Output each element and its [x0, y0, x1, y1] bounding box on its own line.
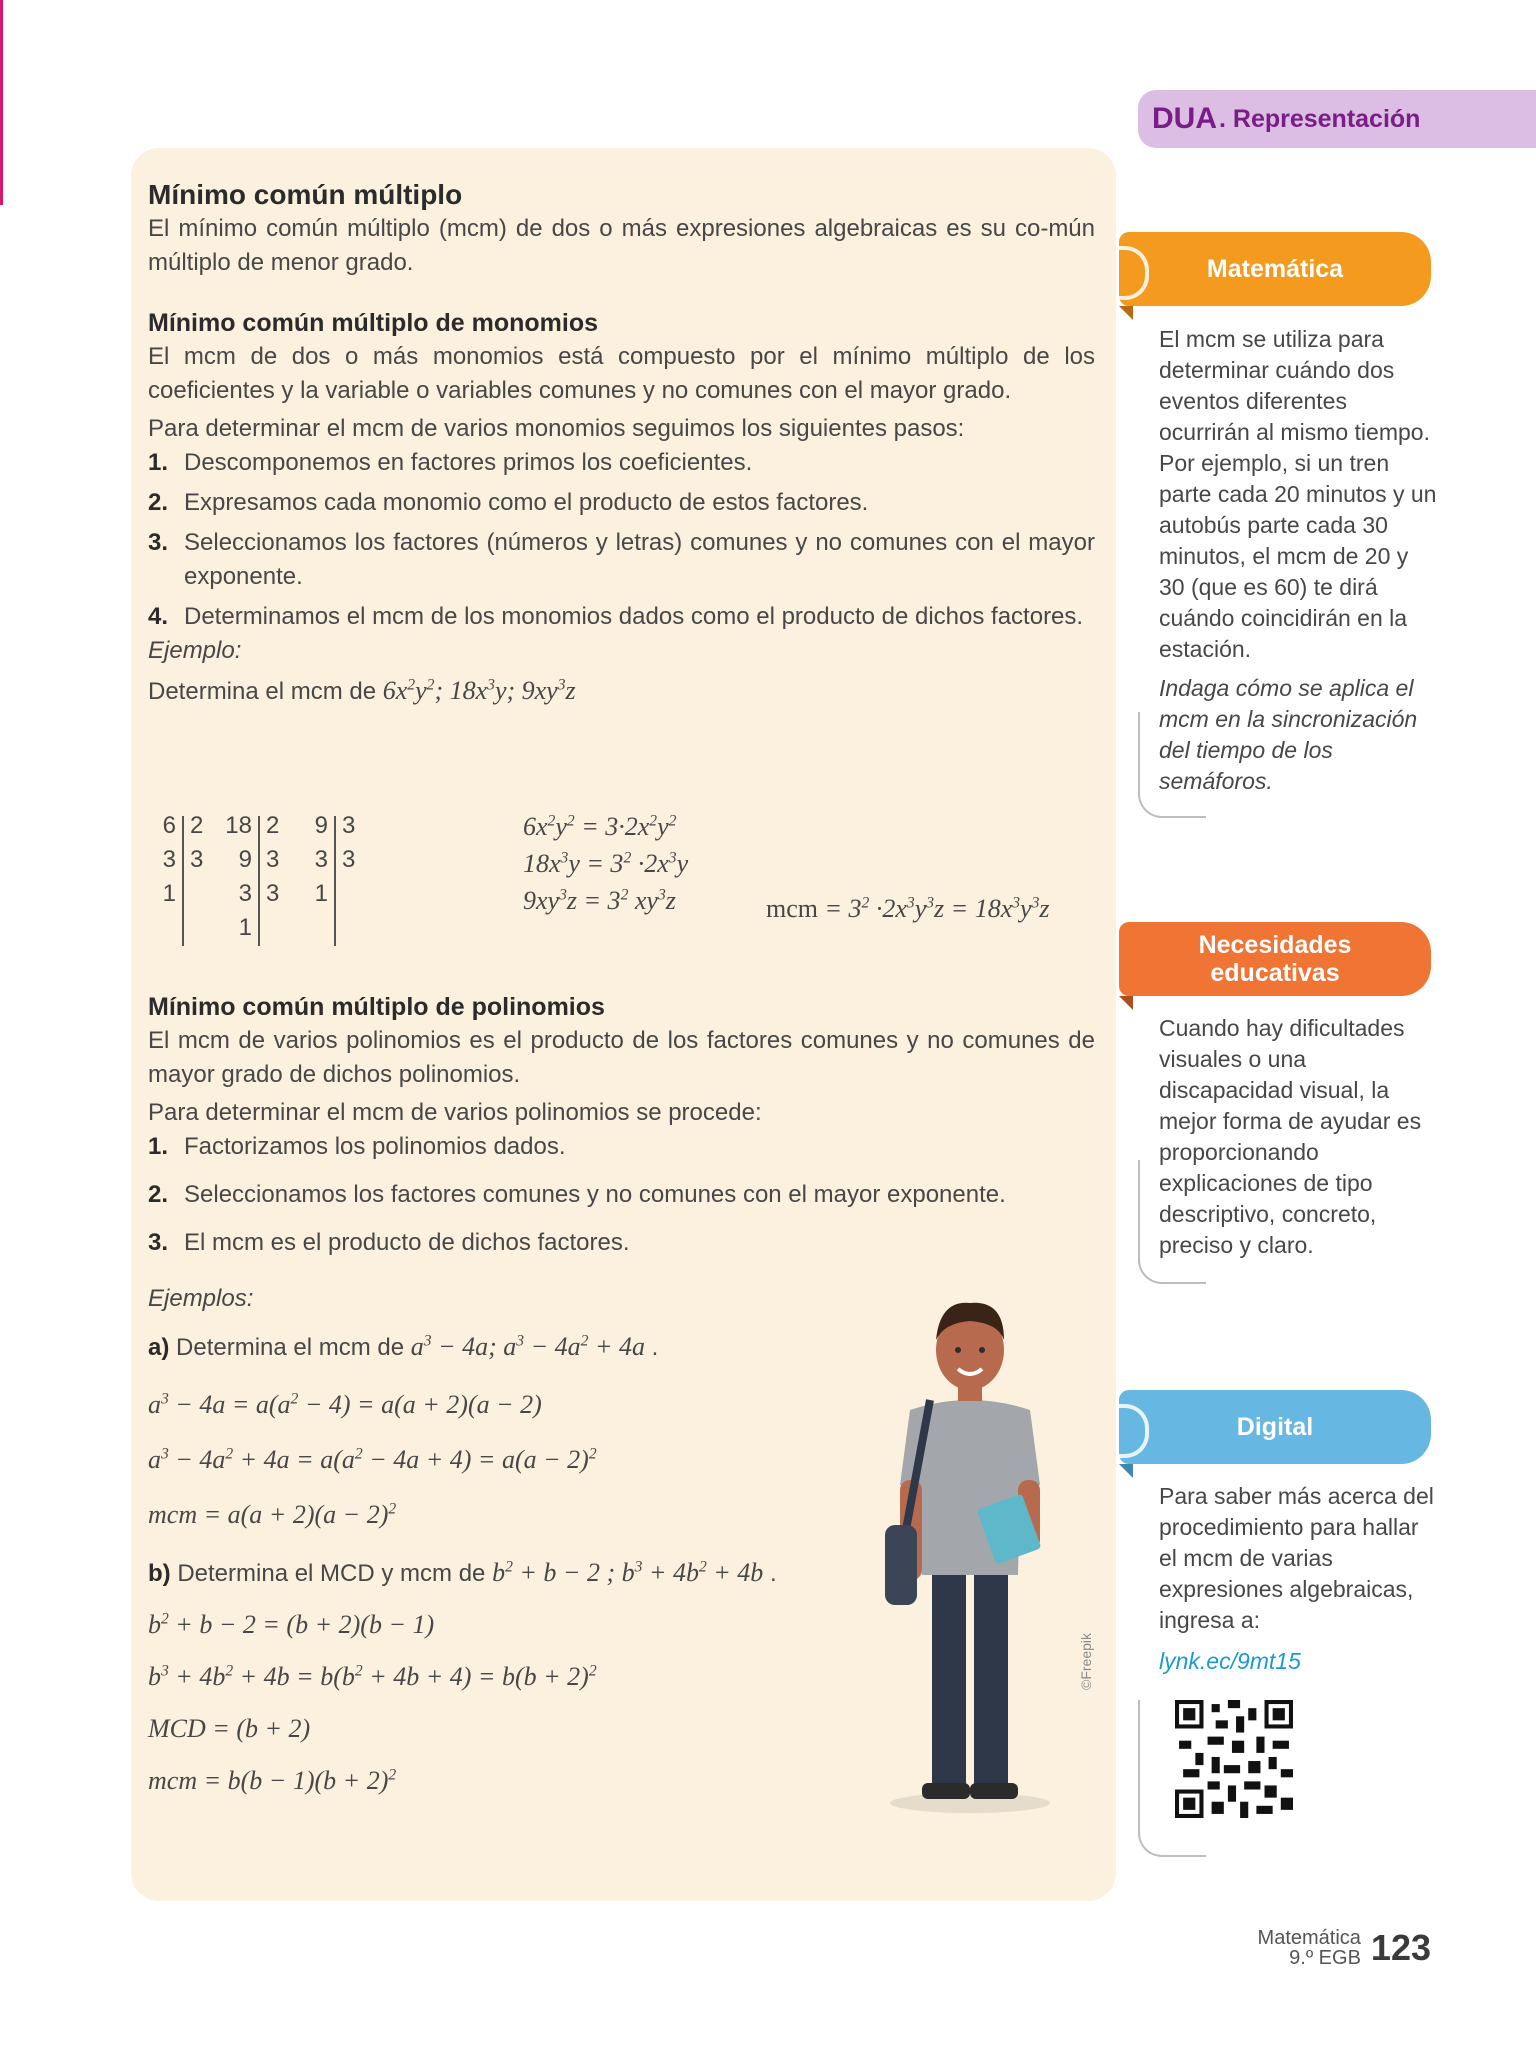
polinomios-steps-intro: Para determinar el mcm de varios polinomios se procede: — [148, 1099, 762, 1126]
digital-link[interactable]: lynk.ec/9mt15 — [1159, 1648, 1301, 1674]
dua-label: DUA — [1152, 102, 1217, 135]
intro-text: El mínimo común múltiplo (mcm) de dos o más expresiones algebraicas es su co-mún múltiplo de menor grado. — [148, 215, 1095, 276]
division-table: 6 2 3 3 1 — [162, 812, 204, 907]
list-item: 4. Determinamos el mcm de los monomios dados como el producto de dichos factores. — [148, 603, 1084, 630]
footer-grade: 9.º EGB — [1289, 1947, 1361, 1969]
factorized-monomials: $6x^2y^2 = 3\cdot 2x^2y^2$ $18x^3y = 3^2 \cdot 2x^3y$ $9xy^3z = 3^2$ $xy^3z$ — [523, 812, 689, 915]
image-credit: ©Freepik — [1078, 1633, 1094, 1690]
list-item: 1. Descomponemos en factores primos los coeficientes. — [148, 449, 753, 476]
list-item: 2. Seleccionamos los factores comunes y no comunes con el mayor exponente. — [148, 1181, 1006, 1208]
example-b-work: $b^2 + b - 2 = (b + 2)(b - 1)$ $b^3 + 4b^2 + 4b = b(b^2 + 4b + 4) = b(b + 2)^2$ MCD = (b + 2) mcm = $b(b - 1)(b + 2)^2$ — [148, 1610, 597, 1795]
dua-header — [1138, 90, 1536, 148]
mcm-result: mcm = $3^2 \cdot 2x^3y^3z = 18x^3y^3z$ — [766, 894, 1050, 923]
page-footer — [1258, 1928, 1431, 1968]
digital-tab: Digital — [1119, 1390, 1431, 1464]
division-table: 9 3 3 3 1 — [314, 812, 356, 907]
polinomios-heading: Mínimo común múltiplo de polinomios — [148, 993, 605, 1021]
necesidades-tab: Necesidades educativas — [1119, 922, 1431, 996]
tab-ear-icon — [1119, 1404, 1149, 1458]
matematica-tab: Matemática — [1119, 232, 1431, 306]
matematica-text: El mcm se utiliza para determinar cuándo dos eventos diferentes ocurrirán al mismo tiempo. Por ejemplo, si un tren parte cada 20 minutos y un autobús parte cada 30 minutos, el mcm de 20 y 30 (que es 60) te dirá cuándo coincidirán en la estación. Indaga cómo se aplica el mcm en la sincronización del tiempo de los semáforos. — [1159, 326, 1437, 794]
monomios-steps — [148, 446, 1095, 634]
polinomios-steps — [148, 1130, 1095, 1260]
page-number: 123 — [1370, 1927, 1431, 1968]
tab-ear-icon — [1119, 246, 1149, 300]
monomios-steps-intro: Para determinar el mcm de varios monomios seguimos los siguientes pasos: — [148, 415, 965, 442]
necesidades-text: Cuando hay dificultades visuales o una discapacidad visual, la mejor forma de ayudar es proporcionando explicaciones de tipo descriptivo, concreto, preciso y claro. — [1159, 1015, 1422, 1258]
list-item: 2. Expresamos cada monomio como el producto de estos factores. — [148, 489, 869, 516]
example-a-prompt: a) Determina el mcm de $a^3 - 4a$; $a^3 - 4a^2 + 4a$ . — [148, 1332, 659, 1361]
monomios-heading: Mínimo común múltiplo de monomios — [148, 309, 598, 337]
student-illustration — [870, 1295, 1070, 1815]
example-a-work: $a^3 - 4a = a(a^2 - 4) = a(a + 2)(a - 2)$ $a^3 - 4a^2 + 4a = a(a^2 - 4a + 4) = a(a - 2)^2$ mcm = $a(a + 2)(a - 2)^2$ — [148, 1390, 597, 1529]
monomials-expression: $6x^2y^2$; $18x^3y$; $9xy^3z$ — [382, 676, 576, 705]
division-table: 18 2 9 3 3 3 1 — [225, 812, 280, 941]
example-label: Ejemplo: — [148, 637, 242, 664]
examples-label: Ejemplos: — [148, 1285, 254, 1312]
page-title: Mínimo común múltiplo — [148, 179, 463, 210]
list-item: 1. Factorizamos los polinomios dados. — [148, 1133, 566, 1160]
dua-subtitle: . Representación — [1219, 104, 1421, 133]
list-item: 3. El mcm es el producto de dichos factores. — [148, 1229, 630, 1256]
digital-text: Para saber más acerca del procedimiento para hallar el mcm de varias expresiones algebraicas, ingresa a: lynk.ec/9mt15 — [1159, 1481, 1439, 1677]
example-b-prompt: b) Determina el MCD y mcm de $b^2 + b - 2$ ; $b^3 + 4b^2 + 4b$ . — [148, 1558, 777, 1587]
monomios-desc: El mcm de dos o más monomios está compuesto por el mínimo múltiplo de los coeficientes y la variable o variables comunes y no comunes con el mayor grado. — [148, 343, 1095, 404]
footer-subject: Matemática — [1257, 1927, 1361, 1949]
polinomios-desc: El mcm de varios polinomios es el producto de los factores comunes y no comunes de mayor grado de dichos polinomios. — [148, 1027, 1095, 1088]
factorization-area — [148, 812, 1108, 962]
page-edge-marker — [0, 0, 3, 205]
main-content — [148, 178, 1095, 709]
example-prompt: Determina el mcm de $6x^2y^2$; $18x^3y$; $9xy^3z$ — [148, 676, 576, 705]
list-item: 3. Seleccionamos los factores (números y letras) comunes y no comunes con el mayor exponente. — [148, 529, 1095, 590]
